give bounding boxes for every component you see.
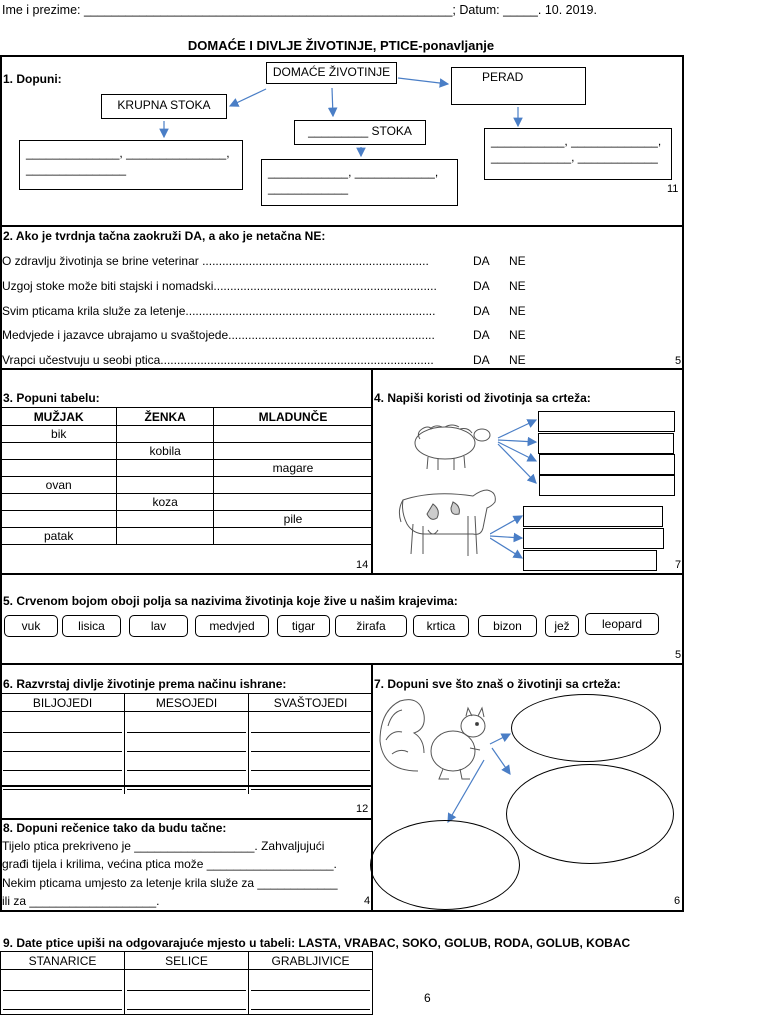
animal-chip[interactable]: medvjed bbox=[195, 615, 269, 637]
arrow-cow-1 bbox=[490, 516, 522, 534]
page-title: DOMAĆE I DIVLJE ŽIVOTINJE, PTICE-ponavljanje bbox=[187, 38, 495, 53]
table-header: MESOJEDI bbox=[125, 694, 249, 712]
task6-points: 12 bbox=[356, 803, 369, 815]
task8-points: 4 bbox=[364, 895, 371, 907]
statement-text: Svim pticama krila služe za letenje........................................................................... bbox=[2, 304, 436, 318]
table-header: SVAŠTOJEDI bbox=[249, 694, 373, 712]
animal-chip[interactable]: lisica bbox=[62, 615, 121, 637]
arrow-to-large-livestock bbox=[230, 89, 266, 106]
table-cell[interactable] bbox=[214, 426, 373, 443]
animal-chip[interactable]: jež bbox=[545, 615, 579, 637]
table-row bbox=[1, 477, 373, 494]
table-header: ŽENKA bbox=[117, 408, 214, 426]
task1-arrows bbox=[0, 0, 768, 240]
task5-heading: 5. Crvenom bojom oboji polja sa nazivima životinja koje žive u našim krajevima: bbox=[3, 594, 458, 608]
cow-use-field-2[interactable] bbox=[523, 528, 664, 549]
task7-points: 6 bbox=[674, 895, 681, 907]
task1-heading: 1. Dopuni: bbox=[3, 72, 62, 86]
statement-text: Medvjede i jazavce ubrajamo u svaštojede.............................................................. bbox=[2, 328, 435, 342]
task6-heading: 6. Razvrstaj divlje životinje prema načinu ishrane: bbox=[3, 677, 287, 691]
task2-points: 5 bbox=[675, 355, 682, 367]
table-cell[interactable] bbox=[214, 477, 373, 494]
table-cell: ovan bbox=[1, 477, 117, 494]
answer-line: ____________ bbox=[268, 181, 349, 195]
table-header: GRABLJIVICE bbox=[249, 952, 373, 970]
raptors-cell[interactable] bbox=[249, 970, 373, 1015]
task8-heading: 8. Dopuni rečenice tako da budu tačne: bbox=[3, 821, 227, 835]
sentence-line-1[interactable]: Tijelo ptica prekriveno je __________________. Zahvaljujući bbox=[2, 839, 325, 853]
birds-table bbox=[0, 951, 373, 1015]
answer-line: ___________, _____________, bbox=[491, 134, 662, 148]
divider bbox=[0, 785, 373, 787]
table-header: MUŽJAK bbox=[1, 408, 117, 426]
answer-ne[interactable]: NE bbox=[509, 353, 526, 367]
answer-oval-1[interactable] bbox=[511, 694, 661, 762]
task4-points: 7 bbox=[675, 559, 682, 571]
table-cell: magare bbox=[214, 460, 373, 477]
poultry-label: PERAD bbox=[482, 70, 524, 84]
task2-heading: 2. Ako je tvrdnja tačna zaokruži DA, a ako je netačna NE: bbox=[3, 229, 326, 243]
table-cell: koza bbox=[117, 494, 214, 511]
cow-use-field-3[interactable] bbox=[523, 550, 657, 571]
statement-text: Uzgoj stoke može biti stajski i nomadski................................................................... bbox=[2, 279, 437, 293]
sheep-use-field-4[interactable] bbox=[539, 475, 675, 496]
animal-chip[interactable]: žirafa bbox=[335, 615, 407, 637]
arrow-cow-3 bbox=[490, 538, 522, 558]
table-header: BILJOJEDI bbox=[1, 694, 125, 712]
table-cell[interactable] bbox=[1, 460, 117, 477]
task5-points: 5 bbox=[675, 649, 682, 661]
large-livestock-label: KRUPNA STOKA bbox=[117, 98, 211, 112]
animal-family-table bbox=[0, 407, 373, 545]
herbivores-cell[interactable] bbox=[1, 712, 125, 795]
table-cell[interactable] bbox=[117, 477, 214, 494]
residents-cell[interactable] bbox=[1, 970, 125, 1015]
arrow-to-oval-3 bbox=[448, 760, 484, 822]
sheep-use-field-2[interactable] bbox=[538, 433, 674, 454]
table-cell: bik bbox=[1, 426, 117, 443]
animal-chip[interactable]: krtica bbox=[413, 615, 469, 637]
animal-chip[interactable]: lav bbox=[129, 615, 188, 637]
table-cell[interactable] bbox=[117, 528, 214, 545]
table-row bbox=[1, 426, 373, 443]
task2-section bbox=[0, 225, 684, 370]
diet-table bbox=[0, 693, 373, 794]
table-cell[interactable] bbox=[214, 528, 373, 545]
answer-ne[interactable]: NE bbox=[509, 304, 526, 318]
answer-ne[interactable]: NE bbox=[509, 254, 526, 268]
answer-oval-2[interactable] bbox=[506, 764, 674, 864]
answer-da[interactable]: DA bbox=[473, 254, 490, 268]
answer-da[interactable]: DA bbox=[473, 304, 490, 318]
arrow-sheep-4 bbox=[498, 444, 536, 483]
migratory-cell[interactable] bbox=[125, 970, 249, 1015]
arrow-sheep-2 bbox=[498, 440, 536, 442]
animal-chip[interactable]: bizon bbox=[478, 615, 537, 637]
table-cell[interactable] bbox=[117, 460, 214, 477]
animal-chip[interactable]: tigar bbox=[277, 615, 330, 637]
table-cell[interactable] bbox=[117, 511, 214, 528]
name-date-line[interactable]: Ime i prezime: _____________________________________________________; Datum: _____. 10. 2019. bbox=[2, 3, 597, 17]
answer-da[interactable]: DA bbox=[473, 353, 490, 367]
table-row bbox=[1, 443, 373, 460]
sentence-line-2[interactable]: građi tijela i krilima, većina ptica može ___________________. bbox=[2, 857, 337, 871]
table-cell[interactable] bbox=[214, 494, 373, 511]
table-row bbox=[1, 528, 373, 545]
table-cell[interactable] bbox=[214, 443, 373, 460]
small-livestock-label: _________ STOKA bbox=[308, 124, 412, 138]
arrow-to-oval-2 bbox=[492, 748, 510, 774]
table-header: SELICE bbox=[125, 952, 249, 970]
answer-oval-3[interactable] bbox=[370, 820, 520, 910]
task9-heading: 9. Date ptice upiši na odgovarajuće mjesto u tabeli: LASTA, VRABAC, SOKO, GOLUB, RODA, GOLUB, KOBAC bbox=[3, 936, 631, 950]
arrow-sheep-1 bbox=[498, 420, 536, 438]
table-row bbox=[1, 511, 373, 528]
page-number: 6 bbox=[424, 991, 431, 1005]
sentence-line-4[interactable]: ili za ___________________. bbox=[2, 894, 160, 908]
table-cell[interactable] bbox=[1, 494, 117, 511]
table-cell[interactable] bbox=[1, 511, 117, 528]
task7-heading: 7. Dopuni sve što znaš o životinji sa crteža: bbox=[374, 677, 621, 691]
task3-points: 14 bbox=[356, 559, 369, 571]
cow-use-field-1[interactable] bbox=[523, 506, 663, 527]
table-cell: kobila bbox=[117, 443, 214, 460]
table-header: MLADUNČE bbox=[214, 408, 373, 426]
sheep-use-field-1[interactable] bbox=[538, 411, 675, 432]
sentence-line-3[interactable]: Nekim pticama umjesto za letenje krila služe za ____________ bbox=[2, 876, 338, 890]
task3-heading: 3. Popuni tabelu: bbox=[3, 391, 100, 405]
statement-text: Vrapci učestvuju u seobi ptica.................................................................................. bbox=[2, 353, 434, 367]
sheep-use-field-3[interactable] bbox=[539, 454, 675, 475]
table-row bbox=[1, 460, 373, 477]
carnivores-cell[interactable] bbox=[125, 712, 249, 795]
task4-heading: 4. Napiši koristi od životinja sa crteža: bbox=[374, 391, 591, 405]
arrow-to-poultry bbox=[398, 78, 448, 84]
arrow-to-oval-1 bbox=[490, 734, 510, 744]
arrow-to-small-livestock bbox=[332, 88, 333, 116]
answer-da[interactable]: DA bbox=[473, 328, 490, 342]
animal-chip[interactable]: leopard bbox=[585, 613, 659, 635]
answer-line: ____________, ____________, bbox=[268, 165, 439, 179]
answer-line: _______________ bbox=[26, 162, 127, 176]
cow-drawing bbox=[393, 478, 503, 563]
table-header: STANARICE bbox=[1, 952, 125, 970]
table-cell: patak bbox=[1, 528, 117, 545]
table-row bbox=[1, 494, 373, 511]
table-cell: pile bbox=[214, 511, 373, 528]
answer-da[interactable]: DA bbox=[473, 279, 490, 293]
answer-ne[interactable]: NE bbox=[509, 328, 526, 342]
statement-text: O zdravlju životinja se brine veterinar .................................................................... bbox=[2, 254, 429, 268]
animal-chip[interactable]: vuk bbox=[4, 615, 58, 637]
answer-ne[interactable]: NE bbox=[509, 279, 526, 293]
omnivores-cell[interactable] bbox=[249, 712, 373, 795]
arrow-sheep-3 bbox=[498, 442, 536, 461]
answer-line: ______________, _______________, bbox=[26, 146, 230, 160]
answer-line: ____________, ____________ bbox=[491, 150, 658, 164]
domestic-animals-label: DOMAĆE ŽIVOTINJE bbox=[272, 65, 391, 79]
table-cell[interactable] bbox=[1, 443, 117, 460]
task1-points: 11 bbox=[667, 183, 679, 195]
table-cell[interactable] bbox=[117, 426, 214, 443]
arrow-cow-2 bbox=[490, 536, 522, 538]
